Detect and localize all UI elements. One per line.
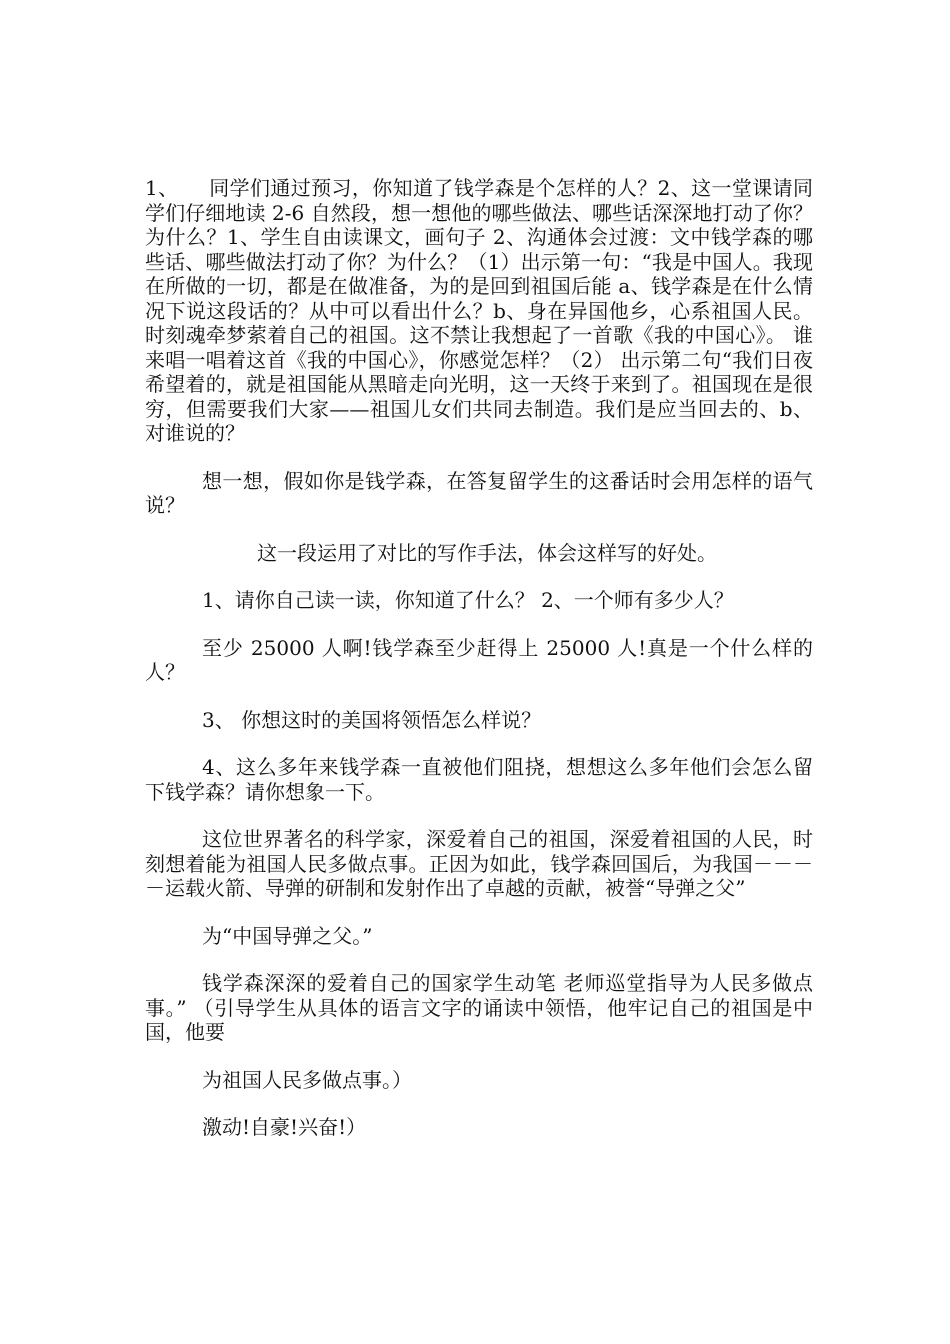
paragraph-2: 想一想，假如你是钱学森，在答复留学生的这番话时会用怎样的语气说？ bbox=[145, 468, 813, 517]
paragraph-4: 1、请你自己读一读，你知道了什么？ 2、一个师有多少人？ bbox=[202, 588, 734, 612]
paragraph-8: 这位世界著名的科学家，深爱着自己的祖国，深爱着祖国的人民，时刻想着能为祖国人民多做点事。正因为如此，钱学森回国后，为我国－－－－运载火箭、导弹的研制和发射作出了卓越的贡献，被誉“导弹之父” bbox=[145, 827, 813, 900]
document-page bbox=[145, 176, 813, 1140]
paragraph-9: 为“中国导弹之父。” bbox=[202, 923, 373, 948]
paragraph-7: 4、这么多年来钱学森一直被他们阻挠，想想这么多年他们会怎么留下钱学森？请你想象一下。 bbox=[145, 755, 813, 804]
paragraph-3: 这一段运用了对比的写作手法，体会这样写的好处。 bbox=[257, 540, 717, 565]
paragraph-11: 为祖国人民多做点事。） bbox=[202, 1067, 412, 1092]
paragraph-1: 1、 同学们通过预习，你知道了钱学森是个怎样的人？2、这一堂课请同学们仔细地读 2-6 自然段，想一想他的哪些做法、哪些话深深地打动了你？为什么？1、学生自由读课文，画句子 2、沟通体会过渡：文中钱学森的哪些话、哪些做法打动了你？为什么？（1）出示第一句：“我是中国人。我现在所做的一切，都是在做准备，为的是回到祖国后能 a、钱学森是在什么情况下说这段话的？从中可以看出什么？b、身在异国他乡，心系祖国人民。时刻魂牵梦萦着自己的祖国。这不禁让我想起了一首歌《我的中国心》。 谁来唱一唱着这首《我的中国心》，你感觉怎样？（2） 出示第二句“我们日夜希望着的，就是祖国能从黑暗走向光明，这一天终于来到了。祖国现在是很穷，但需要我们大家——祖国儿女们共同去制造。我们是应当回去的、b、对谁说的？ bbox=[145, 176, 813, 445]
paragraph-10: 钱学森深深的爱着自己的国家学生动笔 老师巡堂指导为人民多做点事。” （引导学生从具体的语言文字的诵读中领悟，他牢记自己的祖国是中国，他要 bbox=[145, 971, 813, 1044]
paragraph-12: 激动!自豪!兴奋!） bbox=[202, 1115, 367, 1139]
paragraph-6: 3、 你想这时的美国将领悟怎么样说？ bbox=[202, 707, 542, 732]
paragraph-5: 至少 25000 人啊!钱学森至少赶得上 25000 人!真是一个什么样的人？ bbox=[145, 635, 813, 684]
